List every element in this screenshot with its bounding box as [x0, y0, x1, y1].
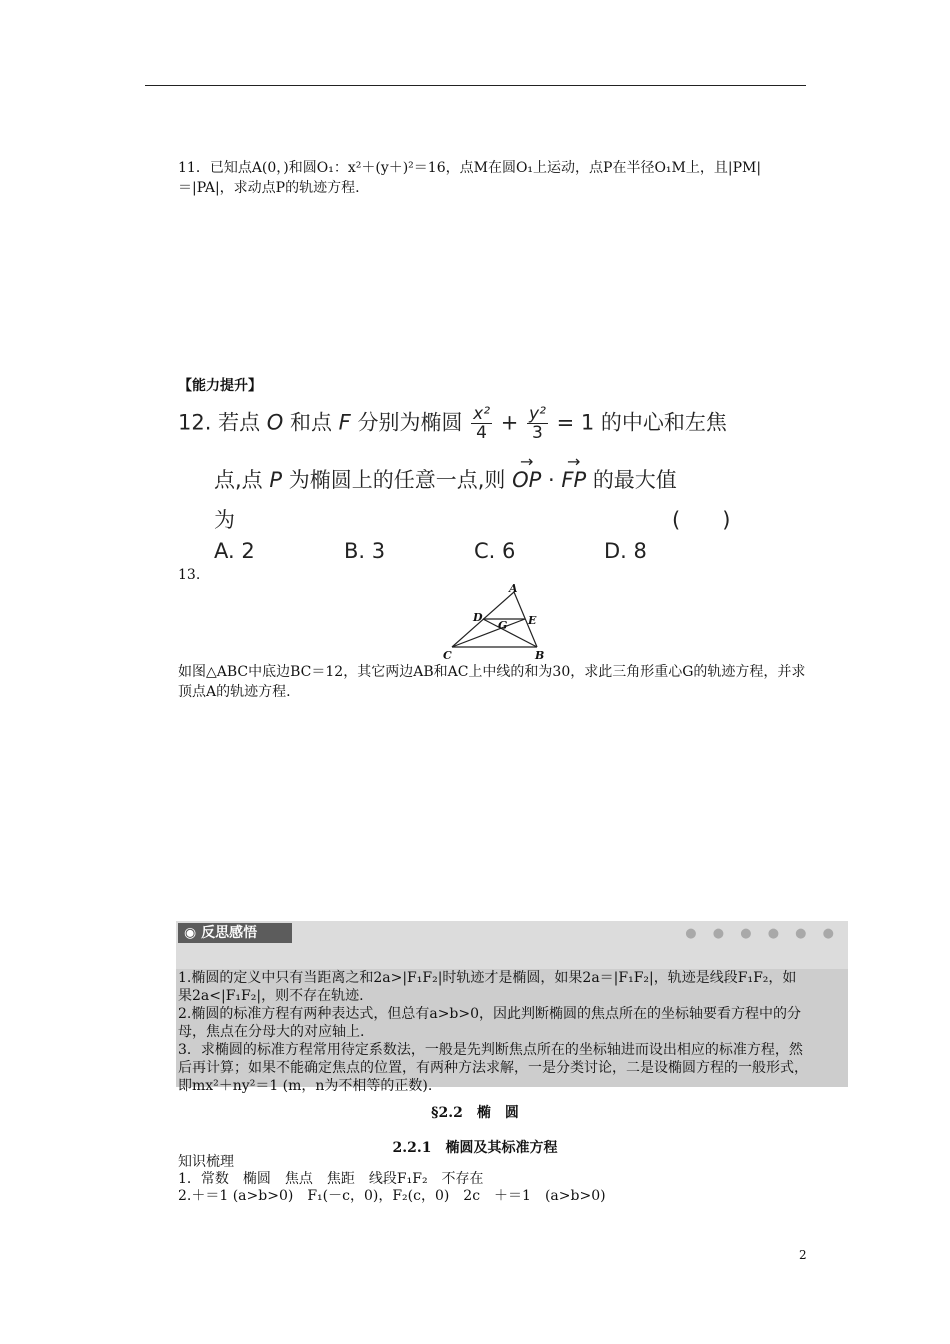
label-c: C: [443, 649, 452, 661]
answer-subheading: 2.2.1 椭圆及其标准方程: [392, 1140, 558, 1156]
reflection-item: 1.椭圆的定义中只有当距离之和2a>|F₁F₂|时轨迹才是椭圆，如果2a＝|F₁F₂|，轨迹是线段F₁F₂，如果2a<|F₁F₂|，则不存在轨迹.: [178, 970, 797, 1004]
fraction-x2-over-4: $\frac{\text{x²}}{4}$: [473, 404, 491, 443]
reflection-box: [176, 969, 848, 1094]
label-a: A: [509, 583, 518, 595]
reflection-text: [178, 969, 808, 1095]
fraction-y2-over-3: $\frac{\text{y²}}{3}$: [529, 404, 546, 443]
page-number: 2: [799, 1248, 807, 1262]
q12-line-3: 为: [214, 508, 235, 532]
label-b: B: [535, 649, 545, 661]
label-e: E: [528, 614, 537, 627]
question-13-number: 13.: [178, 567, 201, 583]
q12-line-2: 点,点 P 为椭圆上的任意一点,则 → OP · → FP 的最大值: [214, 464, 677, 494]
choice-a: A. 2: [214, 539, 255, 563]
question-11: 11．已知点A(0，)和圆O₁：x²＋(y＋)²＝16，点M在圆O₁上运动，点P在半径O₁M上，且|PM|＝|PA|，求动点P的轨迹方程.: [178, 160, 762, 196]
answer-label: 知识梳理: [178, 1154, 234, 1170]
median-ce: [452, 619, 525, 647]
choice-b: B. 3: [344, 539, 386, 563]
answer-line-2: 2.＋＝1 (a>b>0) F₁(－c，0)，F₂(c，0) 2c ＋＝1 (a>b>0): [178, 1188, 606, 1204]
reflection-item: 3．求椭圆的标准方程常用待定系数法，一般是先判断焦点所在的坐标轴进而设出相应的标准方程，然后再计算；如果不能确定焦点的位置，有两种方法求解，一是分类讨论，二是设椭圆方程的一般形式，即mx²＋ny²＝1 (m，n为不相等的正数).: [178, 1042, 808, 1094]
reflection-header: [176, 921, 848, 969]
section-title: 【能力提升】: [178, 378, 262, 394]
q12-line-1: 12. 若点 O 和点 F 分别为椭圆 $\frac{\text{x²}}{4}$ + $\frac{\text{y²}}{3}$ = 1 的中心和左焦: [178, 404, 727, 443]
answer-parentheses: ( ): [672, 508, 731, 532]
choice-c: C. 6: [474, 539, 516, 563]
question-13-text: 如图△ABC中底边BC＝12，其它两边AB和AC上中线的和为30，求此三角形重心G的轨迹方程，并求顶点A的轨迹方程.: [178, 664, 806, 700]
header-rule: [145, 85, 806, 86]
answer-heading: §2.2 椭 圆: [431, 1105, 519, 1121]
reflection-tab: ◉ 反思感悟: [178, 923, 292, 943]
triangle-figure: [442, 583, 552, 661]
vector-fp: → FP: [561, 468, 586, 492]
label-d: D: [473, 611, 483, 624]
reflection-item: 2.椭圆的标准方程有两种表达式，但总有a>b>0，因此判断椭圆的焦点所在的坐标轴要看方程中的分母，焦点在分母大的对应轴上.: [178, 1006, 802, 1040]
decorative-dots: ● ● ● ● ● ●: [685, 926, 840, 941]
q12-choices: [214, 539, 734, 563]
label-g: G: [498, 619, 508, 632]
answer-line-1: 1．常数 椭圆 焦点 焦距 线段F₁F₂ 不存在: [178, 1171, 484, 1187]
vector-op: → OP: [512, 468, 541, 492]
choice-d: D. 8: [604, 539, 647, 563]
